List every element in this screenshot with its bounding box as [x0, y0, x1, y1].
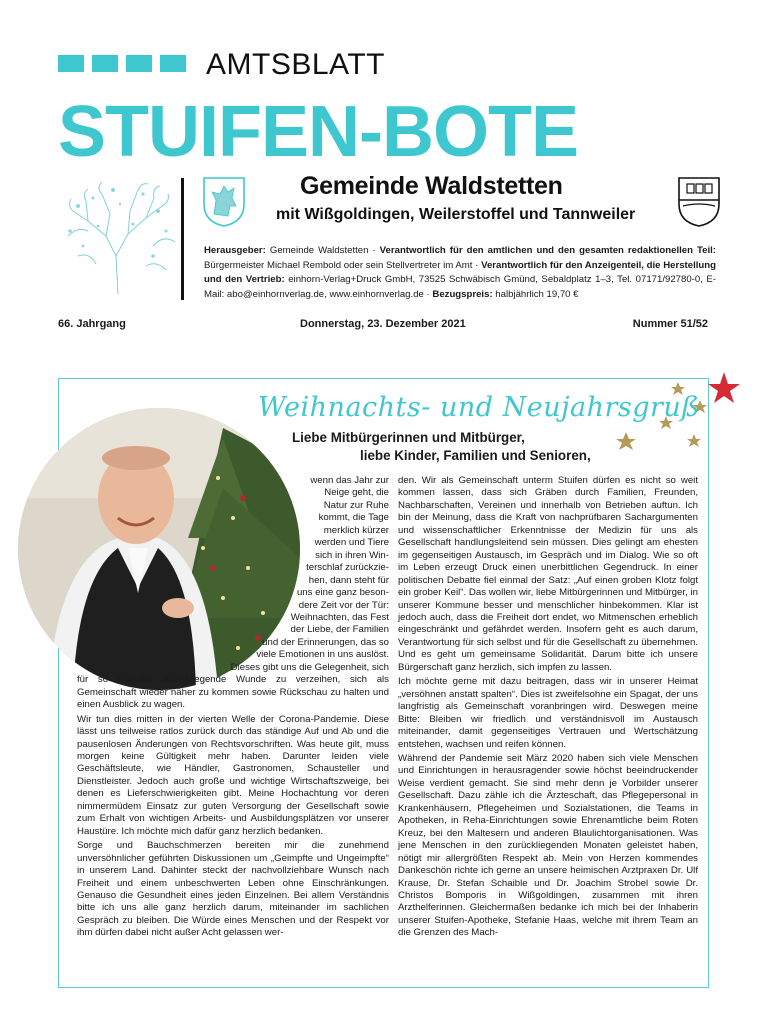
wrapped-line: kommt, die Tage: [318, 512, 389, 524]
municipality-name: Gemeinde Waldstetten: [300, 172, 563, 200]
wrapped-line: merklich kürzer: [323, 524, 389, 536]
wrapped-line: viele Emotionen in uns auslöst.: [256, 649, 389, 661]
wrapped-line: dere Zeit vor der Tür:: [298, 599, 389, 611]
logo-square: [92, 55, 118, 72]
wrapped-line: wenn das Jahr zur: [310, 475, 389, 486]
issue-date: Donnerstag, 23. Dezember 2021: [300, 318, 466, 330]
wrapped-line: Natur zur Ruhe: [323, 499, 389, 511]
star-icon: [687, 434, 701, 447]
logo-square: [160, 55, 186, 72]
wrapped-line: uns eine ganz beson-: [296, 587, 389, 599]
wrapped-line: Weihnachten, das Fest: [290, 611, 389, 623]
article-title: Weihnachts- und Neujahrsgruß: [258, 392, 700, 423]
paragraph: Wir tun dies mitten in der vierten Welle der Corona-Pandemie. Diese lässt uns teilweise ratlos zurück durch das ständige Auf und Ab und die pausenlosen Änderungen von Rechtsvorschriften. Was heute gilt, muss morgen keine Gültigkeit mehr haben. Darunter leiden viele Geschäftsleute, wie Händler, Gastronomen, Schausteller und Dienstleister. Jedoch auch große und wichtige Wirtschaftszweige, bei denen es Lieferschwierigkeiten gibt. Meine Hochachtung vor deren nimmermüdem Einsatz zur guten Versorgung der Gesellschaft sowie zum Erhalt von wichtigen Arbeits- und Ausbildungsplätzen vor unserer Haustüre. Ich möchte mich dafür ganz herzlich bedanken.: [77, 713, 389, 837]
wrapped-line: werden und Tiere: [314, 537, 389, 549]
salutation-line-1: Liebe Mitbürgerinnen und Mitbürger,: [292, 430, 525, 445]
wrapped-line: Dieses gibt uns die Gelegenheit, sich: [230, 661, 389, 673]
article-right-column: [398, 475, 698, 942]
paragraph: für so manche zurückliegende Wunde zu verzeihen, sich als Gemeinschaft wieder näher zu kommen sowie Rückschau zu halten und einen Ausblick zu wagen.: [77, 674, 389, 711]
wrapped-line: Neige geht, die: [324, 487, 389, 499]
issue-number: Nummer 51/52: [632, 318, 708, 330]
coat-of-arms-left-icon: [202, 176, 246, 228]
wrapped-line: der Liebe, der Familien: [290, 624, 389, 636]
municipality-districts: mit Wißgoldingen, Weilerstoffel und Tannweiler: [276, 206, 636, 223]
imprint-ads-label: Verantwortlich für den Anzeigenteil, die Herstellung und den Vertrieb:: [204, 259, 717, 285]
logo-square: [58, 55, 84, 72]
paragraph: Während der Pandemie seit März 2020 haben sich viele Menschen und Einrichtungen in herausragender sowie höchst beeindruckender Weise verdient gemacht. Sie sind mehr denn je Vorbilder unserer Gesellschaft. Dazu zähle ich die Ärzteschaft, das Pflegepersonal in Krankenhäusern, Pflegeheimen und Sozialstationen, die Teams in Apotheken, in Reha-Einrichtungen sowie Ehrenamtliche beim Roten Kreuz, bei den Maltesern und anderen Blaulichtorganisationen. Was jene Menschen in den zurückliegenden Monaten geleistet haben, nötigt mir allergrößten Respekt ab. Mein von Herzen kommendes Dankeschön richte ich gerne an unsere heimischen Arztpraxen Dr. Ulf Krause, Dr. Stefan Schaible und Dr. Joachim Strobel sowie Dr. Christos Bomporis in Wißgoldingen, zusammen mit ihren Arzthelferinnen. Gleichermaßen bedanke ich mich bei der Inhaberin unserer Stuifen-Apotheke, Stefanie Haas, welche mit ihrem Team an die Grenzen des Mach-: [398, 752, 698, 939]
wrapped-intro: [77, 475, 389, 674]
wrapped-line: hen, dann steht für: [308, 574, 389, 586]
imprint-price: halbjährlich 19,70 €: [492, 288, 579, 300]
coat-of-arms-right-icon: [677, 176, 721, 228]
tree-illustration: [58, 176, 178, 294]
header-divider: [181, 178, 184, 300]
paragraph: Sorge und Bauchschmerzen bereiten mir die zunehmend unversöhnlicher geführten Diskussionen um „Geimpfte und Ungeimpfte“ in unserem Land. Dahinter steckt der nachvollziehbare Wunsch nach Freiheit und einem unbeschwerten Leben ohne Einschränkungen. Genauso die Gesundheit eines jeden Einzelnen. Bei allem Verständnis bitte ich uns alle ganz herzlich darum, miteinander im sachlichen Gespräch zu bleiben. Die Würde eines Menschen und der Respekt vor ihm dürfen dabei nicht außer Acht gelassen wer-: [77, 840, 389, 939]
imprint: [204, 244, 716, 302]
wrapped-line: und der Erinnerungen, das so: [262, 636, 389, 648]
volume-label: 66. Jahrgang: [58, 318, 126, 330]
paragraph: Ich möchte gerne mit dazu beitragen, dass wir in unserer Heimat „versöhnen anstatt spalten“. Dies ist zweifelsohne ein Spagat, der uns langfristig als Gemeinschaft voranbringen wird. Deswegen meine Bitte: Bleiben wir friedlich und verständnisvoll im Austausch miteinander, damit gegenseitiges Vertrauen und Wertschätzung entstehen, wachsen und reifen können.: [398, 676, 698, 750]
imprint-official-label: Verantwortlich für den amtlichen und den gesamten redaktionellen Teil:: [379, 245, 716, 256]
imprint-publisher: Gemeinde Waldstetten ·: [265, 245, 380, 256]
masthead-title: STUIFEN-BOTE: [58, 92, 578, 172]
imprint-ads: einhorn-Verlag+Druck GmbH, 73525 Schwäbisch Gmünd, Sebaldplatz 1–3, Tel. 07171/92780-0, E-Mail: abo@einhornverlag.de, www.einhornverlag.de ·: [204, 274, 717, 300]
imprint-publisher-label: Herausgeber:: [204, 245, 266, 256]
imprint-price-label: Bezugspreis:: [432, 288, 493, 300]
salutation-line-2: liebe Kinder, Familien und Senioren,: [360, 448, 591, 463]
wrapped-line: sich in ihren Win-: [315, 549, 389, 561]
masthead-kicker: AMTSBLATT: [206, 48, 385, 81]
article-left-column: [77, 475, 389, 942]
logo-square: [126, 55, 152, 72]
imprint-official: Bürgermeister Michael Rembold oder sein Stellvertreter im Amt ·: [204, 259, 482, 271]
wrapped-line: terschlaf zurückzie-: [306, 562, 389, 574]
star-icon: [616, 432, 636, 450]
star-icon: [708, 372, 740, 403]
paragraph: den. Wir als Gemeinschaft unterm Stuifen dürfen es nicht so weit kommen lassen, dass sich Gräben durch Familien, Freunden, Nachbarschaften, Vereinen und innerhalb von Betrieben auftun. Ich bin der Meinung, dass die Kraft von nachprüfbaren Sachargumenten und wissenschaftlicher Erkenntnisse der Medizin für uns als Gesellschaft handlungsleitend sein müssen. Dies gelingt am ehesten im gegenseitigen Austausch, im Gespräch und im Dialog. Wie so oft im Leben erzeugt Druck einen unerbittlichen Gegendruck. In einer politischen Debatte fiel einmal der Satz: „Auf einen groben Klotz folgt ein grober Keil“. Das wollen wir, liebe Mitbürgerinnen und Mitbürger, in unserer Kommune besser und menschlicher hinbekommen. Klar ist jedoch auch, dass die Freiheit dort endet, wo Mitmenschen erheblich eingeschränkt und gefährdet werden. Insofern geht es auch darum, Verantwortung für sich selbst und für die Gesellschaft zu übernehmen. Und es geht um gemeinsame Solidarität. Darum bitte ich unsere Bürgerschaft ganz herzlich, sich impfen zu lassen.: [398, 475, 698, 673]
